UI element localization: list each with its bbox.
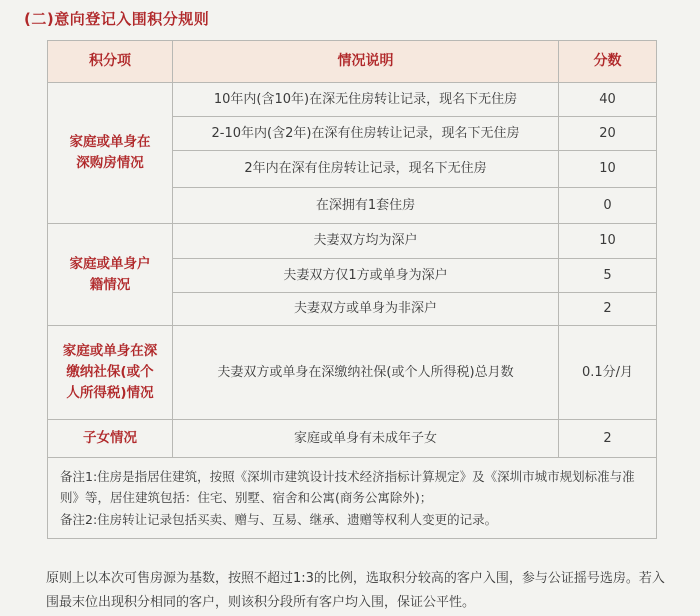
note-1: 备注1:住房是指居住建筑，按照《深圳市建筑设计技术经济指标计算规定》及《深圳市城市规划标准与准则》等，居住建筑包括：住宅、别墅、宿舍和公寓(商务公寓除外)； — [60, 469, 635, 506]
category-housing — [48, 83, 173, 224]
table-row — [48, 224, 657, 259]
category-children: 子女情况 — [48, 420, 173, 458]
category-label: 家庭或单身在深购房情况 — [69, 134, 151, 171]
row-score: 0 — [559, 188, 657, 224]
scoring-rules-table — [47, 40, 657, 539]
header-score: 分数 — [559, 41, 657, 83]
row-description: 2年内在深有住房转让记录，现名下无住房 — [173, 151, 559, 188]
row-score: 40 — [559, 83, 657, 117]
row-description: 在深拥有1套住房 — [173, 188, 559, 224]
row-score: 10 — [559, 224, 657, 259]
category-label: 家庭或单身在深缴纳社保(或个人所得税)情况 — [62, 343, 158, 401]
header-category: 积分项 — [48, 41, 173, 83]
notes-cell — [48, 458, 657, 539]
row-description: 10年内(含10年)在深无住房转让记录，现名下无住房 — [173, 83, 559, 117]
row-score: 20 — [559, 117, 657, 151]
footer-paragraph: 原则上以本次可售房源为基数，按照不超过1:3的比例，选取积分较高的客户入围，参与公证摇号选房。若入围最末位出现积分相同的客户，则该积分段所有客户均入围，保证公平性。 — [46, 571, 665, 611]
notes-row — [48, 458, 657, 539]
category-registration — [48, 224, 173, 326]
row-score: 2 — [559, 293, 657, 326]
category-label: 家庭或单身户籍情况 — [69, 255, 151, 293]
section-title: (二)意向登记入围积分规则 — [24, 10, 210, 28]
table-row — [48, 326, 657, 420]
table-header-row — [48, 41, 657, 83]
row-description: 夫妻双方或单身在深缴纳社保(或个人所得税)总月数 — [173, 326, 559, 420]
row-description: 夫妻双方仅1方或单身为深户 — [173, 259, 559, 293]
category-social-insurance — [48, 326, 173, 420]
row-score: 5 — [559, 259, 657, 293]
table-row — [48, 83, 657, 117]
row-description: 家庭或单身有未成年子女 — [173, 420, 559, 458]
row-score: 2 — [559, 420, 657, 458]
row-description: 夫妻双方均为深户 — [173, 224, 559, 259]
row-description: 夫妻双方或单身为非深户 — [173, 293, 559, 326]
table-row — [48, 420, 657, 458]
row-description: 2-10年内(含2年)在深有住房转让记录，现名下无住房 — [173, 117, 559, 151]
note-2: 备注2:住房转让记录包括买卖、赠与、互易、继承、遗赠等权利人变更的记录。 — [60, 511, 498, 527]
row-score: 10 — [559, 151, 657, 188]
row-score: 0.1分/月 — [559, 326, 657, 420]
header-description: 情况说明 — [173, 41, 559, 83]
